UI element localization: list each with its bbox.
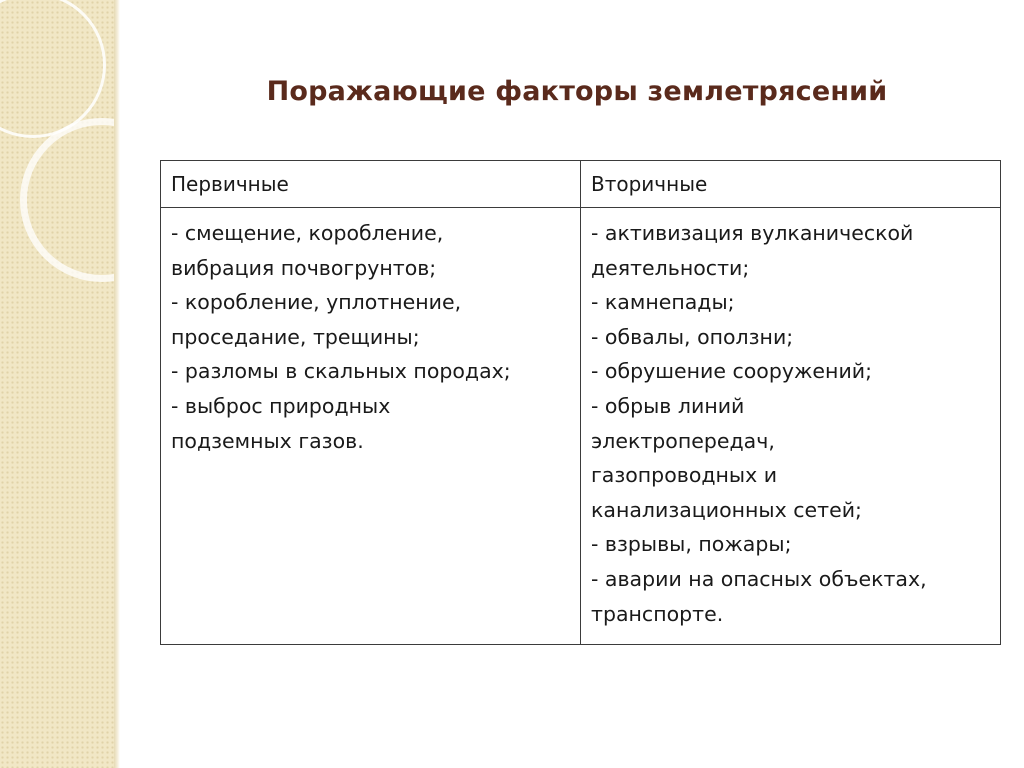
- table-header-row: [161, 161, 1001, 208]
- secondary-factor-line: деятельности;: [591, 255, 750, 280]
- table-row: [161, 208, 1001, 645]
- primary-factors-cell: [161, 208, 581, 645]
- secondary-factor-line: - обрыв линий: [591, 393, 745, 418]
- secondary-factor-line: - обвалы, оползни;: [591, 324, 794, 349]
- primary-factor-line: - разломы в скальных породах;: [171, 359, 511, 384]
- secondary-factor-line: - аварии на опасных объектах,: [591, 566, 927, 591]
- decorative-ring-icon: [0, 0, 106, 138]
- primary-factor-line: - коробление, уплотнение,: [171, 290, 462, 315]
- slide-title: Поражающие факторы землетрясений: [266, 76, 888, 107]
- secondary-factors-cell: [581, 208, 1001, 645]
- side-strip-edge: [114, 0, 120, 768]
- secondary-factor-line: - взрывы, пожары;: [591, 532, 792, 557]
- factors-table: [160, 160, 1001, 645]
- header-secondary: Вторичные: [581, 161, 1001, 208]
- header-primary: Первичные: [161, 161, 581, 208]
- secondary-factor-line: - камнепады;: [591, 290, 735, 315]
- secondary-factor-line: газопроводных и: [591, 463, 778, 488]
- decorative-ring-icon: [20, 118, 114, 282]
- primary-factor-line: - смещение, коробление,: [171, 221, 444, 245]
- primary-factor-line: - выброс природных: [171, 393, 391, 418]
- secondary-factor-line: транспорте.: [591, 601, 724, 626]
- secondary-factor-line: - обрушение сооружений;: [591, 359, 873, 384]
- primary-factor-line: проседание, трещины;: [171, 324, 420, 349]
- secondary-factor-line: электропередач,: [591, 428, 775, 453]
- primary-factor-line: вибрация почвогрунтов;: [171, 255, 437, 280]
- secondary-factor-line: - активизация вулканической: [591, 221, 914, 245]
- decorative-side-strip: [0, 0, 114, 768]
- secondary-factor-line: канализационных сетей;: [591, 497, 862, 522]
- primary-factor-line: подземных газов.: [171, 428, 364, 453]
